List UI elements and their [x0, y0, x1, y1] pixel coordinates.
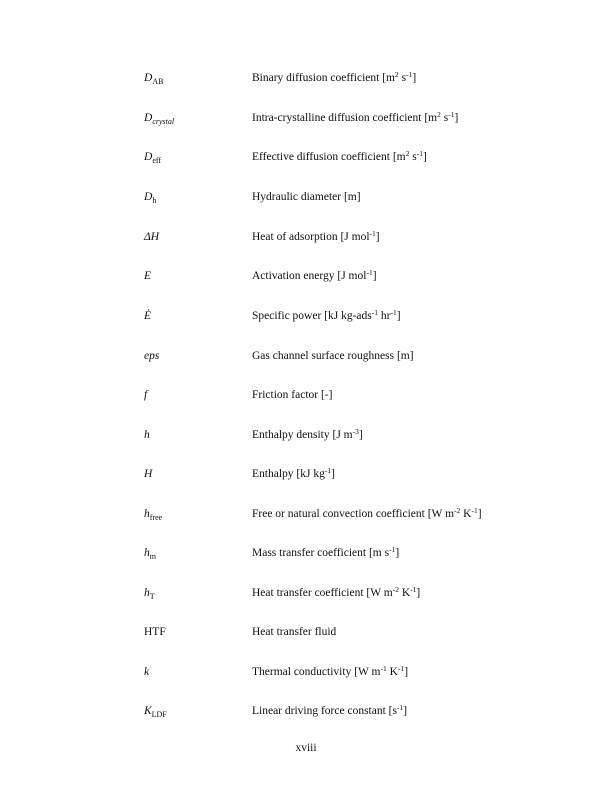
symbol: $D_h$ — [144, 191, 157, 205]
nomenclature-row — [0, 231, 612, 251]
symbol: E — [144, 270, 152, 282]
nomenclature-row — [0, 508, 612, 528]
nomenclature-row — [0, 547, 612, 567]
symbol: HTF — [144, 626, 166, 638]
nomenclature-row — [0, 350, 612, 370]
nomenclature-row — [0, 112, 612, 132]
symbol: $h_T$ — [144, 587, 155, 601]
description: Friction factor [-] — [252, 389, 333, 401]
nomenclature-row — [0, 151, 612, 171]
nomenclature-row — [0, 587, 612, 607]
nomenclature-row — [0, 310, 612, 330]
symbol: ΔH — [144, 231, 160, 243]
symbol: H — [144, 468, 153, 480]
description: Intra-crystalline diffusion coefficient [$m^2$ $s^{-1}$] — [252, 110, 459, 124]
nomenclature-row — [0, 666, 612, 686]
nomenclature-row — [0, 626, 612, 646]
description: Enthalpy [kJ $kg^{-1}$] — [252, 466, 335, 480]
symbol: eps — [144, 350, 160, 362]
description: Thermal conductivity [W $m^{-1}$ $K^{-1}$] — [252, 664, 409, 678]
symbol: Ė — [144, 310, 152, 322]
description: Activation energy [J mol$^{-1}$] — [252, 268, 377, 282]
nomenclature-row — [0, 468, 612, 488]
nomenclature-row — [0, 705, 612, 725]
symbol: $K_{LDF}$ — [144, 705, 167, 719]
description: Mass transfer coefficient [m $s^{-1}$] — [252, 545, 400, 559]
symbol: $h_{free}$ — [144, 508, 163, 522]
description: Binary diffusion coefficient [$m^2$ $s^{-1}$] — [252, 70, 417, 84]
description: Free or natural convection coefficient [W $m^{-2}$ $K^{-1}$] — [252, 506, 482, 520]
description: Heat transfer fluid — [252, 626, 337, 638]
symbol: $h_m$ — [144, 547, 156, 561]
nomenclature-row — [0, 191, 612, 211]
symbol: $D_{eff}$ — [144, 151, 162, 165]
nomenclature-row — [0, 429, 612, 449]
nomenclature-row — [0, 72, 612, 92]
symbol: $D_{AB}$ — [144, 72, 164, 86]
description: Heat of adsorption [J mol$^{-1}$] — [252, 229, 380, 243]
symbol: f — [144, 389, 148, 401]
description: Hydraulic diameter [m] — [252, 191, 361, 203]
description: Heat transfer coefficient [W $m^{-2}$ $K^{-1}$] — [252, 585, 421, 599]
nomenclature-row — [0, 389, 612, 409]
symbol: $D_{crystal}$ — [144, 112, 175, 126]
description: Enthalpy density [J $m^{-3}$] — [252, 427, 363, 441]
description: Gas channel surface roughness [m] — [252, 350, 414, 362]
symbol: k — [144, 666, 150, 678]
description: Linear driving force constant $[s^{-1}]$ — [252, 703, 408, 717]
nomenclature-row — [0, 270, 612, 290]
description: Specific power [kJ kg-ads$^{-1}$ $hr^{-1}$] — [252, 308, 401, 322]
page-number: xviii — [295, 742, 317, 754]
symbol: h — [144, 429, 150, 441]
description: Effective diffusion coefficient [$m^2$ $s^{-1}$] — [252, 149, 427, 163]
